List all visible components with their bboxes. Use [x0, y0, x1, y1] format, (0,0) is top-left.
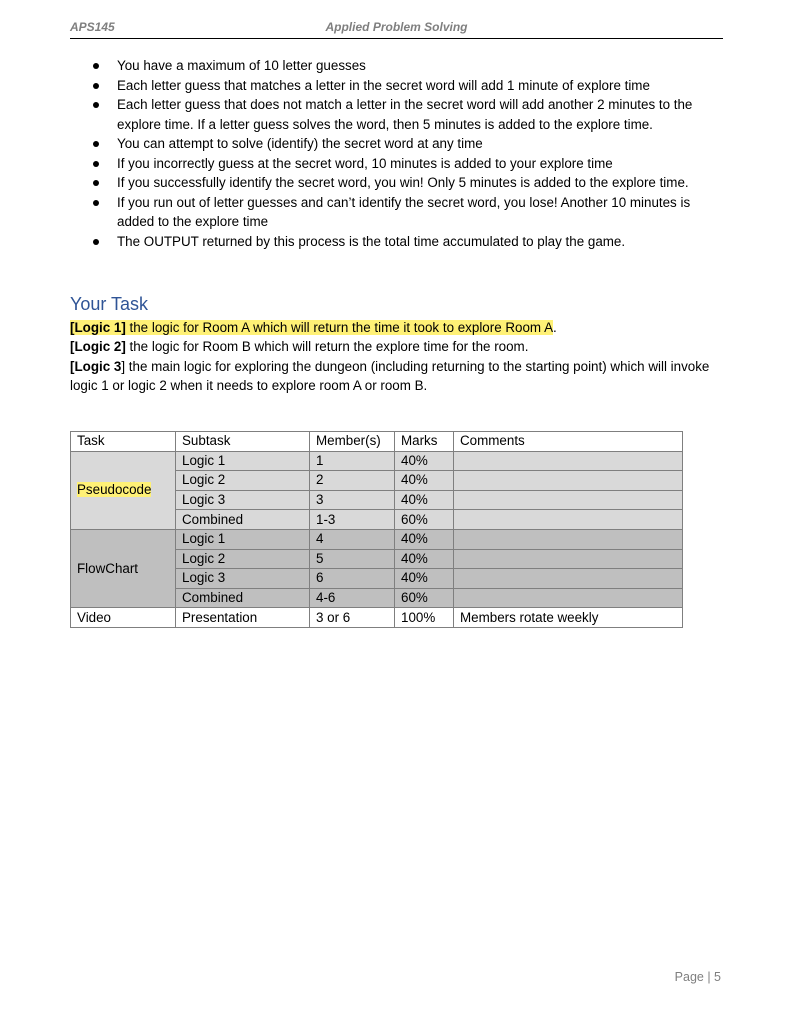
- members-cell: 4: [310, 529, 395, 549]
- comments-cell: [454, 471, 683, 491]
- header-comments: Comments: [454, 432, 683, 452]
- logic2-line: [70, 337, 730, 356]
- list-item: If you incorrectly guess at the secret word, 10 minutes is added to your explore time: [90, 154, 730, 174]
- subtask-cell: Logic 2: [176, 471, 310, 491]
- task-cell-pseudocode: [71, 451, 176, 529]
- list-item: You can attempt to solve (identify) the secret word at any time: [90, 134, 730, 154]
- members-cell: 3 or 6: [310, 608, 395, 628]
- members-cell: 2: [310, 471, 395, 491]
- table-row: [71, 608, 683, 628]
- members-cell: 1: [310, 451, 395, 471]
- marks-cell: 60%: [395, 510, 454, 530]
- list-item: Each letter guess that does not match a letter in the secret word will add another 2 minutes to the explore time. If a letter guess solves the word, then 5 minutes is added to the explore time.: [90, 95, 730, 134]
- list-item: If you successfully identify the secret word, you win! Only 5 minutes is added to the explore time.: [90, 173, 730, 193]
- task-description: [70, 318, 730, 395]
- logic1-line: [70, 318, 730, 337]
- page-header: [70, 18, 723, 39]
- logic3-label: [Logic 3: [70, 358, 122, 374]
- members-cell: 1-3: [310, 510, 395, 530]
- logic3-text: ] the main logic for exploring the dungeon (including returning to the starting point) which will invoke logic 1 or logic 2 when it needs to explore room A or room B.: [70, 358, 710, 393]
- members-cell: 5: [310, 549, 395, 569]
- marks-cell: 60%: [395, 588, 454, 608]
- marks-cell: 40%: [395, 529, 454, 549]
- logic2-text: the logic for Room B which will return the explore time for the room.: [125, 339, 529, 355]
- task-cell-flowchart: FlowChart: [71, 529, 176, 607]
- task-cell-video: Video: [71, 608, 176, 628]
- course-title: Applied Problem Solving: [325, 20, 468, 34]
- logic1-label: [Logic 1]: [70, 320, 126, 335]
- comments-cell: [454, 451, 683, 471]
- subtask-cell: Logic 2: [176, 549, 310, 569]
- logic1-period: .: [553, 320, 557, 335]
- members-cell: 6: [310, 569, 395, 589]
- pseudocode-highlight: Pseudocode: [77, 482, 152, 498]
- comments-cell: [454, 510, 683, 530]
- comments-cell: [454, 588, 683, 608]
- list-item: If you run out of letter guesses and can’t identify the secret word, you lose! Another 10 minutes is added to the explore time: [90, 193, 730, 232]
- comments-cell: Members rotate weekly: [454, 608, 683, 628]
- list-item: You have a maximum of 10 letter guesses: [90, 56, 730, 76]
- subtask-cell: Combined: [176, 510, 310, 530]
- logic1-text: the logic for Room A which will return the time it took to explore Room A: [125, 320, 554, 335]
- marks-cell: 40%: [395, 569, 454, 589]
- logic2-label: [Logic 2]: [70, 339, 126, 355]
- header-subtask: Subtask: [176, 432, 310, 452]
- course-code: APS145: [70, 20, 115, 34]
- subtask-cell: Logic 1: [176, 529, 310, 549]
- members-cell: 3: [310, 490, 395, 510]
- subtask-cell: Logic 3: [176, 490, 310, 510]
- subtask-cell: Combined: [176, 588, 310, 608]
- marks-cell: 40%: [395, 471, 454, 491]
- comments-cell: [454, 569, 683, 589]
- marks-cell: 40%: [395, 490, 454, 510]
- marks-cell: 40%: [395, 549, 454, 569]
- assignment-table: [70, 431, 683, 628]
- comments-cell: [454, 529, 683, 549]
- table-row: [71, 529, 683, 549]
- subtask-cell: Presentation: [176, 608, 310, 628]
- subtask-cell: Logic 1: [176, 451, 310, 471]
- list-item: Each letter guess that matches a letter in the secret word will add 1 minute of explore time: [90, 76, 730, 96]
- marks-cell: 40%: [395, 451, 454, 471]
- table-header-row: [71, 432, 683, 452]
- members-cell: 4-6: [310, 588, 395, 608]
- header-task: Task: [71, 432, 176, 452]
- comments-cell: [454, 549, 683, 569]
- header-members: Member(s): [310, 432, 395, 452]
- logic3-line: [70, 357, 730, 396]
- subtask-cell: Logic 3: [176, 569, 310, 589]
- logic1-highlight: [70, 320, 553, 335]
- your-task-heading: Your Task: [70, 294, 149, 314]
- header-marks: Marks: [395, 432, 454, 452]
- page-number: Page | 5: [674, 970, 721, 984]
- rules-list: [90, 56, 730, 251]
- marks-cell: 100%: [395, 608, 454, 628]
- list-item: The OUTPUT returned by this process is the total time accumulated to play the game.: [90, 232, 730, 252]
- table-row: [71, 451, 683, 471]
- comments-cell: [454, 490, 683, 510]
